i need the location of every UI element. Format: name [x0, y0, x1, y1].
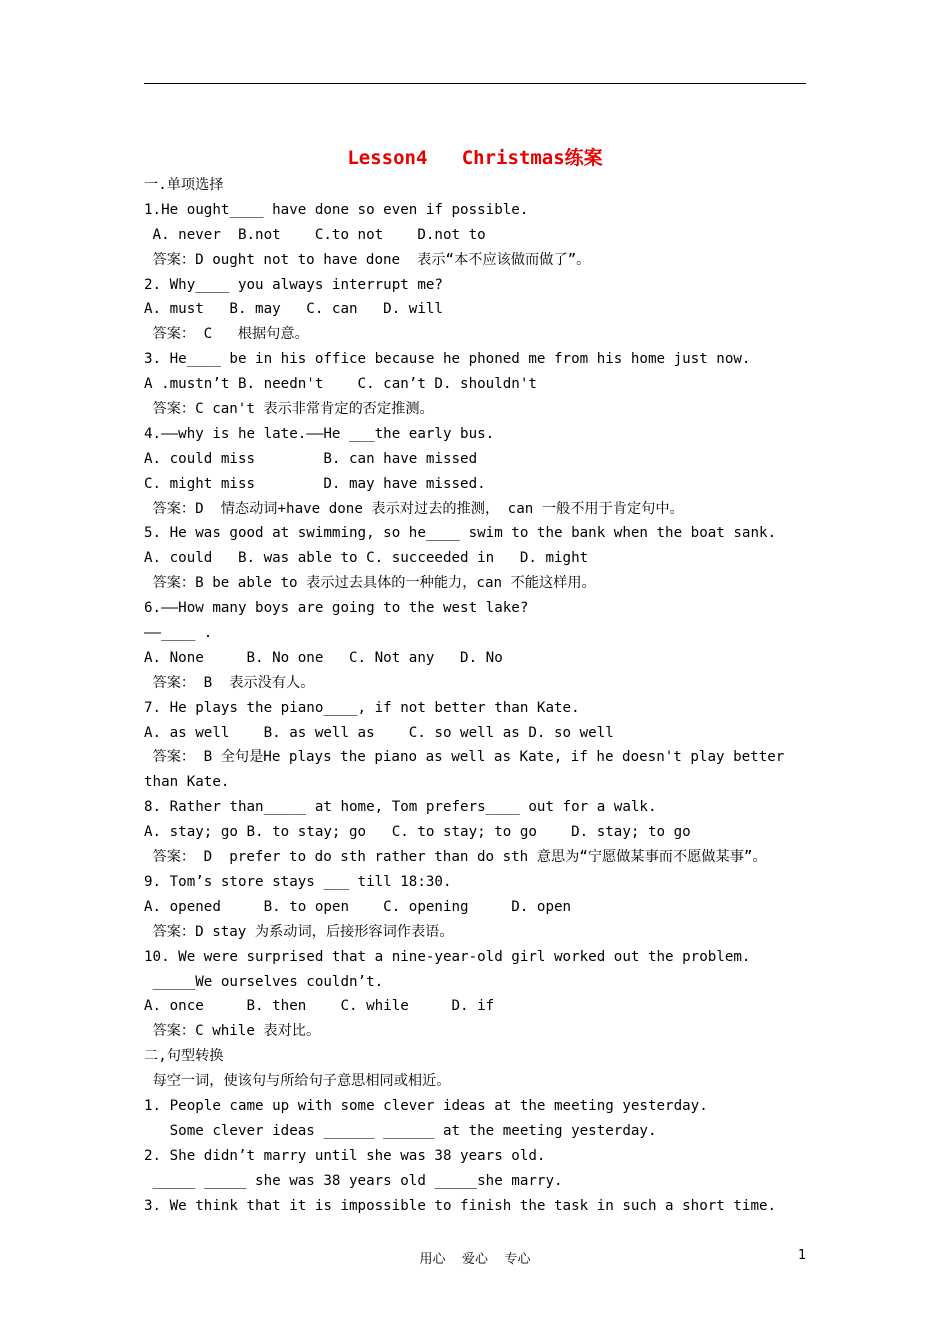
text-line: A. once B. then C. while D. if [144, 998, 495, 1015]
text-line: 1. People came up with some clever ideas at the meeting yesterday. [144, 1097, 708, 1114]
text-line: 6.——How many boys are going to the west lake? [144, 600, 529, 617]
text-line: 3. We think that it is impossible to finish the task in such a short time. [144, 1197, 777, 1214]
text-line: ——____ . [144, 625, 213, 642]
text-line: than Kate. [144, 774, 230, 791]
document-body [144, 173, 844, 1218]
text-line: 5. He was good at swimming, so he____ swim to the bank when the boat sank. [144, 525, 777, 542]
text-line: 答案： B 表示没有人。 [144, 674, 315, 691]
text-line: A. never B.not C.to not D.not to [144, 226, 486, 243]
text-line: A. as well B. as well as C. so well as D. so well [144, 724, 614, 741]
text-line: 答案：D ought not to have done 表示“本不应该做而做了”。 [144, 251, 591, 268]
text-line: 4.——why is he late.——He ___the early bus. [144, 425, 495, 442]
text-line: 答案：D stay 为系动词，后接形容词作表语。 [144, 923, 454, 940]
text-line: 答案：D 情态动词+have done 表示对过去的推测， can 一般不用于肯定句中。 [144, 500, 684, 517]
text-line: 答案：B be able to 表示过去具体的一种能力，can 不能这样用。 [144, 575, 596, 592]
page-footer: 用心 爱心 专心 [419, 1252, 531, 1267]
page-number: 1 [798, 1248, 807, 1263]
text-line: _____ _____ she was 38 years old _____she marry. [144, 1172, 563, 1189]
text-line: 2. She didn’t marry until she was 38 years old. [144, 1147, 546, 1164]
header-rule [144, 83, 806, 84]
text-line: A. opened B. to open C. opening D. open [144, 898, 572, 915]
text-line: 答案： C 根据句意。 [144, 326, 309, 343]
text-line: 8. Rather than_____ at home, Tom prefers____ out for a walk. [144, 799, 657, 816]
text-line: C. might miss D. may have missed. [144, 475, 486, 492]
text-line: Some clever ideas ______ ______ at the meeting yesterday. [144, 1122, 657, 1139]
text-line: 7. He plays the piano____, if not better than Kate. [144, 699, 580, 716]
text-line: 答案： D prefer to do sth rather than do sth 意思为“宁愿做某事而不愿做某事”。 [144, 849, 767, 866]
text-line: A. could miss B. can have missed [144, 450, 478, 467]
text-line: 一.单项选择 [144, 177, 224, 193]
text-line: 答案：C while 表对比。 [144, 1023, 321, 1040]
text-line: A. stay; go B. to stay; go C. to stay; to go D. stay; to go [144, 824, 691, 841]
text-line: A. could B. was able to C. succeeded in D. might [144, 550, 589, 567]
text-line: 3. He____ be in his office because he phoned me from his home just now. [144, 351, 751, 368]
text-line: 2. Why____ you always interrupt me? [144, 276, 443, 293]
text-line: 每空一词，使该句与所给句子意思相同或相近。 [144, 1073, 451, 1090]
text-line: 二,句型转换 [144, 1048, 224, 1065]
text-line: 9. Tom’s store stays ___ till 18:30. [144, 873, 452, 890]
text-line: _____We ourselves couldn’t. [144, 973, 384, 990]
text-line: A. must B. may C. can D. will [144, 301, 443, 318]
text-line: 1.He ought____ have done so even if possible. [144, 201, 529, 218]
text-line: A. None B. No one C. Not any D. No [144, 649, 503, 666]
text-line: 10. We were surprised that a nine-year-old girl worked out the problem. [144, 948, 751, 965]
text-line: 答案：C can't 表示非常肯定的否定推测。 [144, 401, 434, 418]
text-line: 答案： B 全句是He plays the piano as well as Kate, if he doesn't play better [144, 749, 785, 766]
page-title: Lesson4 Christmas练案 [347, 147, 603, 169]
text-line: A .mustn’t B. needn't C. can’t D. shouldn't [144, 376, 537, 393]
